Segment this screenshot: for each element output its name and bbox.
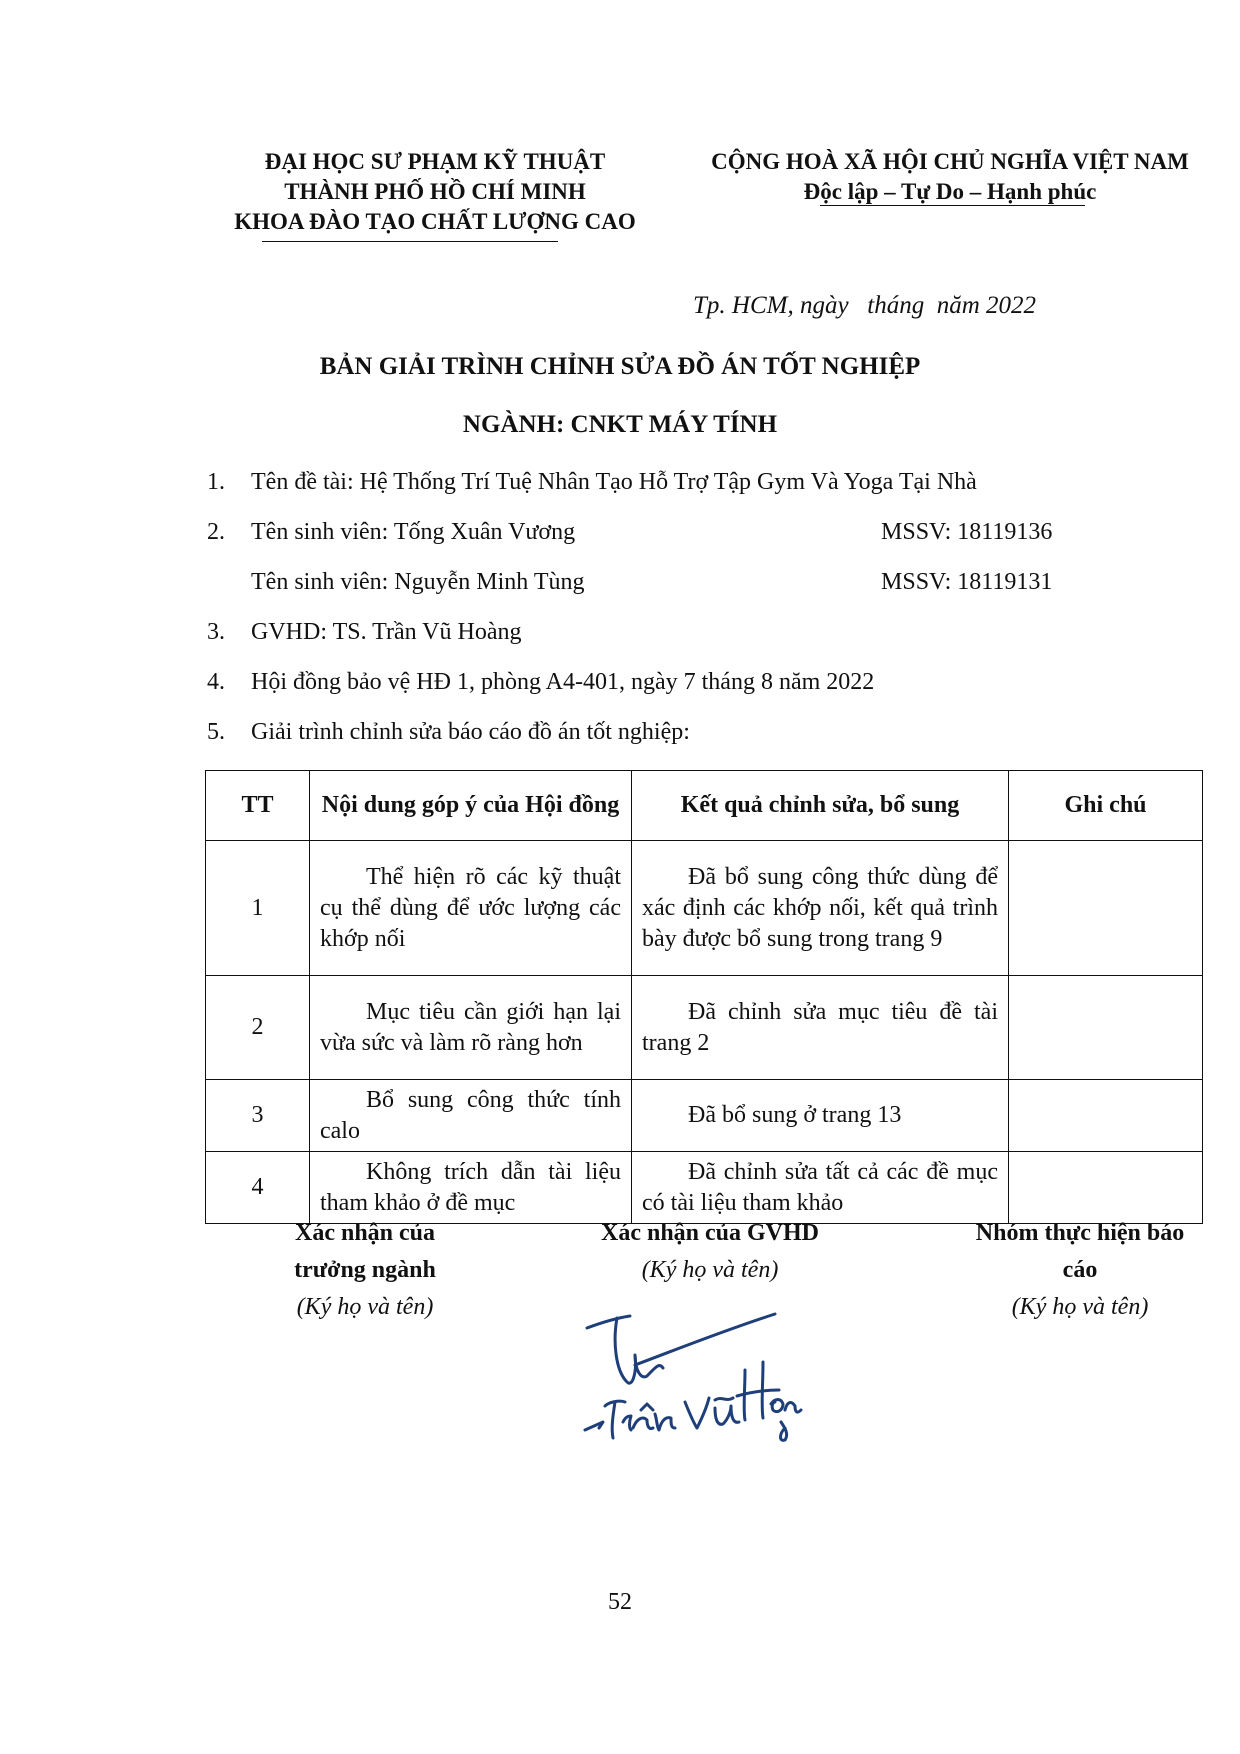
- dept-head-title-1: Xác nhận của: [294, 1220, 436, 1246]
- list-item: [207, 569, 585, 596]
- list-item: [207, 469, 977, 496]
- item-number: 1.: [207, 469, 225, 495]
- row-result: Đã bổ sung công thức dùng để xác định các khớp nối, kết quả trình bày được bổ sung trong trang 9: [632, 841, 1009, 976]
- document-subtitle: NGÀNH: CNKT MÁY TÍNH: [462, 411, 778, 438]
- advisor-title: Xác nhận của GVHD: [600, 1220, 820, 1246]
- national-motto-header: [670, 147, 1230, 207]
- group-title-1: Nhóm thực hiện báo: [975, 1220, 1185, 1246]
- dept-head-hint: (Ký họ và tên): [296, 1294, 434, 1320]
- advisor-handwritten-signature: [575, 1310, 805, 1445]
- row-comment: Mục tiêu cần giới hạn lại vừa sức và làm rõ ràng hơn: [310, 976, 632, 1080]
- document-title: BẢN GIẢI TRÌNH CHỈNH SỬA ĐỒ ÁN TỐT NGHIỆP: [319, 353, 921, 380]
- row-note: [1009, 1152, 1203, 1224]
- country-name: CỘNG HOÀ XÃ HỘI CHỦ NGHĨA VIỆT NAM: [711, 149, 1189, 174]
- university-name-line-1: ĐẠI HỌC SƯ PHẠM KỸ THUẬT: [264, 149, 606, 174]
- list-item: [207, 669, 874, 696]
- header-note: Ghi chú: [1009, 771, 1203, 841]
- item-text: Hội đồng bảo vệ HĐ 1, phòng A4-401, ngày 7 tháng 8 năm 2022: [251, 669, 875, 695]
- university-name-line-2: THÀNH PHỐ HỒ CHÍ MINH: [284, 179, 586, 204]
- table-row: [206, 1152, 1203, 1224]
- dept-head-signature-block: [230, 1215, 500, 1326]
- revision-table: [205, 770, 1203, 1224]
- row-tt: 2: [206, 976, 310, 1080]
- table-header-row: [206, 771, 1203, 841]
- item-text: Giải trình chỉnh sửa báo cáo đồ án tốt nghiệp:: [251, 719, 690, 745]
- advisor-hint: (Ký họ và tên): [641, 1257, 779, 1283]
- dept-head-title-2: trưởng ngành: [294, 1257, 436, 1283]
- item-text: Tên đề tài: Hệ Thống Trí Tuệ Nhân Tạo Hỗ Trợ Tập Gym Và Yoga Tại Nhà: [251, 469, 977, 495]
- item-number: 5.: [207, 719, 225, 745]
- row-result: Đã bổ sung ở trang 13: [632, 1080, 1009, 1152]
- header-left-underline: [262, 241, 558, 242]
- date-line: Tp. HCM, ngày tháng năm 2022: [693, 292, 1037, 319]
- header-comment: Nội dung góp ý của Hội đồng: [310, 771, 632, 841]
- row-note: [1009, 1080, 1203, 1152]
- row-result: Đã chỉnh sửa tất cả các đề mục có tài liệu tham khảo: [632, 1152, 1009, 1224]
- group-signature-block: [930, 1215, 1230, 1326]
- list-item: [207, 719, 690, 746]
- header-right-underline: [820, 205, 1085, 206]
- university-header: [200, 147, 670, 237]
- header-result: Kết quả chỉnh sửa, bổ sung: [632, 771, 1009, 841]
- student-id: MSSV: 18119131: [881, 569, 1053, 595]
- table-row: [206, 976, 1203, 1080]
- item-number: 4.: [207, 669, 225, 695]
- row-tt: 3: [206, 1080, 310, 1152]
- group-title-2: cáo: [1062, 1257, 1098, 1283]
- item-text: GVHD: TS. Trần Vũ Hoàng: [251, 619, 522, 645]
- faculty-name: KHOA ĐÀO TẠO CHẤT LƯỢNG CAO: [234, 209, 636, 234]
- header-tt: TT: [206, 771, 310, 841]
- table-row: [206, 1080, 1203, 1152]
- page-number: 52: [608, 1589, 632, 1615]
- row-tt: 1: [206, 841, 310, 976]
- list-item: [207, 619, 521, 646]
- national-motto: Độc lập – Tự Do – Hạnh phúc: [803, 179, 1097, 204]
- item-text: Tên sinh viên: Tống Xuân Vương: [251, 519, 576, 545]
- row-comment: Thể hiện rõ các kỹ thuật cụ thể dùng để ước lượng các khớp nối: [310, 841, 632, 976]
- row-comment: Không trích dẫn tài liệu tham khảo ở đề mục: [310, 1152, 632, 1224]
- item-text: Tên sinh viên: Nguyễn Minh Tùng: [251, 569, 585, 595]
- group-hint: (Ký họ và tên): [1011, 1294, 1149, 1320]
- student-id: MSSV: 18119136: [881, 519, 1053, 545]
- row-note: [1009, 841, 1203, 976]
- row-tt: 4: [206, 1152, 310, 1224]
- item-number: 2.: [207, 519, 225, 545]
- advisor-signature-block: [560, 1215, 860, 1289]
- item-number: 3.: [207, 619, 225, 645]
- row-result: Đã chỉnh sửa mục tiêu đề tài trang 2: [632, 976, 1009, 1080]
- list-item: [207, 519, 575, 546]
- row-comment: Bổ sung công thức tính calo: [310, 1080, 632, 1152]
- table-row: [206, 841, 1203, 976]
- row-note: [1009, 976, 1203, 1080]
